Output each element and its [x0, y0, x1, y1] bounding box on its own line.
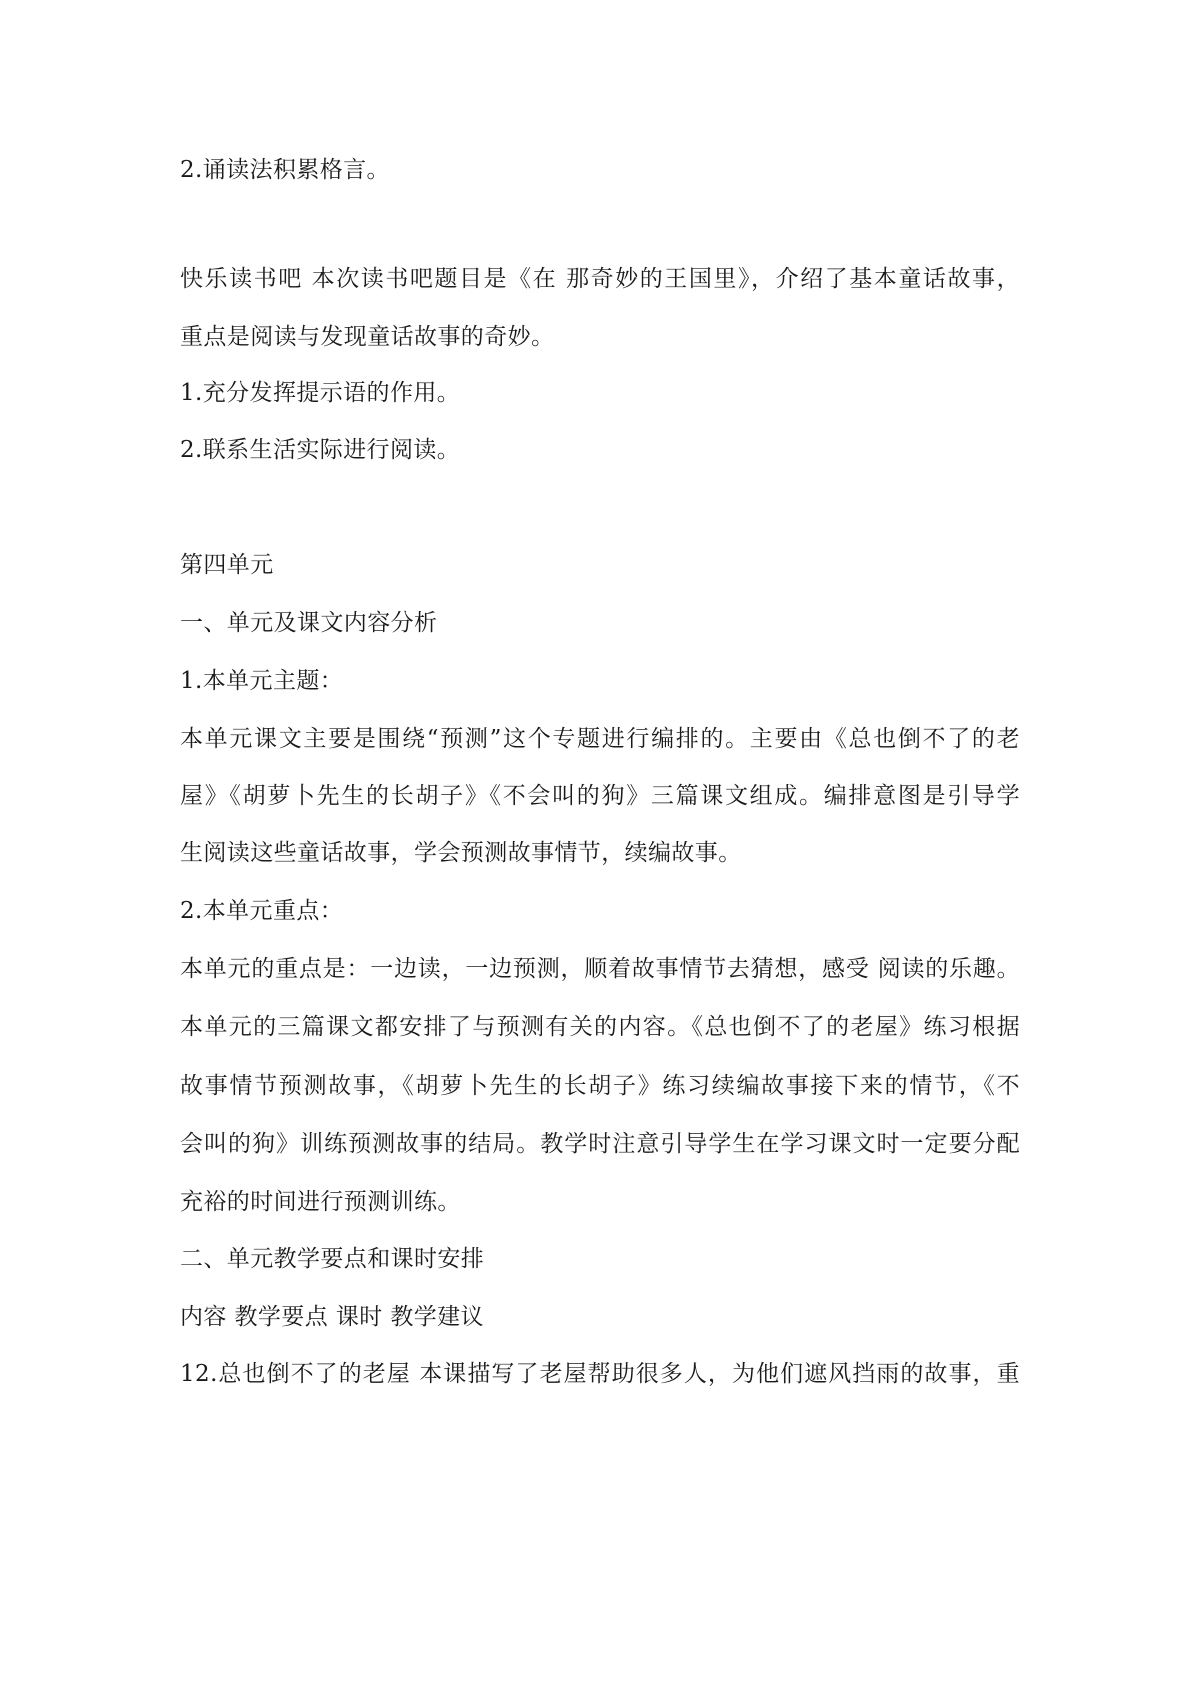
text-line: 本单元的三篇课文都安排了与预测有关的内容。《总也倒不了的老屋》练习根据	[180, 1014, 1020, 1040]
text-line: 12.总也倒不了的老屋 本课描写了老屋帮助很多人，为他们遮风挡雨的故事，重	[180, 1361, 1020, 1387]
text-line: 生阅读这些童话故事，学会预测故事情节，续编故事。	[180, 840, 742, 866]
subheading: 1.本单元主题：	[180, 668, 344, 694]
text-line: 快乐读书吧 本次读书吧题目是《在 那奇妙的王国里》，介绍了基本童话故事，	[180, 266, 1020, 292]
text-line: 会叫的狗》训练预测故事的结局。教学时注意引导学生在学习课文时一定要分配	[180, 1131, 1020, 1157]
text-line: 本单元课文主要是围绕“预测”这个专题进行编排的。主要由《总也倒不了的老	[180, 726, 1020, 752]
section-heading: 二、单元教学要点和课时安排	[180, 1246, 485, 1272]
text-line: 充裕的时间进行预测训练。	[180, 1189, 461, 1215]
text-line: 故事情节预测故事，《胡萝卜先生的长胡子》练习续编故事接下来的情节，《不	[180, 1073, 1020, 1099]
text-line: 重点是阅读与发现童话故事的奇妙。	[180, 324, 555, 350]
section-heading: 一、单元及课文内容分析	[180, 610, 438, 636]
table-header-line: 内容 教学要点 课时 教学建议	[180, 1304, 484, 1330]
text-line: 屋》《胡萝卜先生的长胡子》《不会叫的狗》三篇课文组成。编排意图是引导学	[180, 783, 1020, 809]
section-heading: 第四单元	[180, 552, 274, 578]
subheading: 2.本单元重点：	[180, 898, 344, 924]
text-line: 2.联系生活实际进行阅读。	[180, 437, 461, 463]
text-line: 2.诵读法积累格言。	[180, 157, 390, 183]
text-line: 1.充分发挥提示语的作用。	[180, 380, 461, 406]
text-line: 本单元的重点是：一边读，一边预测，顺着故事情节去猜想，感受 阅读的乐趣。	[180, 956, 1020, 982]
